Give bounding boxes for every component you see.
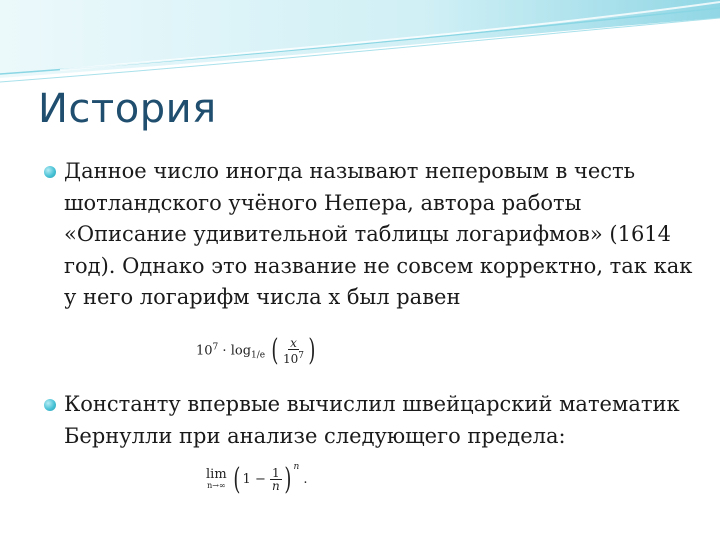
formula-2-period: . [303,472,308,487]
formula-2-lim-sub: n→∞ [207,480,226,490]
formula-napier-log: $10^7 \cdot \log_{1/e}$ ( $\frac{x}{10^7}$ ) [196,333,316,368]
bullet-2-icon [44,399,56,411]
formula-2-exp: n [293,462,300,472]
formula-1-coef: 10 [196,343,213,359]
formula-2-frac-num: 1 [272,466,280,480]
formula-2-frac-den: n [271,479,280,493]
formula-bernoulli-limit: lim n→∞ ( 1 − $\frac{1}{n}$ ) $^n$ . [206,461,308,497]
formula-1-dot: · [222,343,227,359]
formula-1-frac-den-exp: 7 [298,351,304,361]
formula-2-fraction [270,467,282,492]
slide-title: История [38,86,217,132]
formula-1-frac-num: x [290,336,297,350]
formula-1-coef-exp: 7 [212,342,219,353]
formula-1-log-base: 1/e [251,350,266,361]
formula-1-fraction [281,337,306,365]
header-wave-decoration [0,0,720,90]
formula-2-minus: − [254,472,266,487]
bullet-1-text: Данное число иногда называют неперовым в честь шотландского учёного Непера, автора работы «Описание удивительной таблицы логарифмов» (1614 год). Однако это название не совсем корректно, так как у него логарифм числа x был равен [64,159,693,310]
bullet-2-text: Константу впервые вычислил швейцарский математик Бернулли при анализе следующего предела: [64,392,680,448]
formula-1-frac-den: 10 [282,352,299,366]
formula-2-one: 1 [242,472,251,487]
formula-2-lim: lim [206,466,227,482]
bullet-1-icon [44,166,56,178]
formula-1-log: log [230,343,252,359]
